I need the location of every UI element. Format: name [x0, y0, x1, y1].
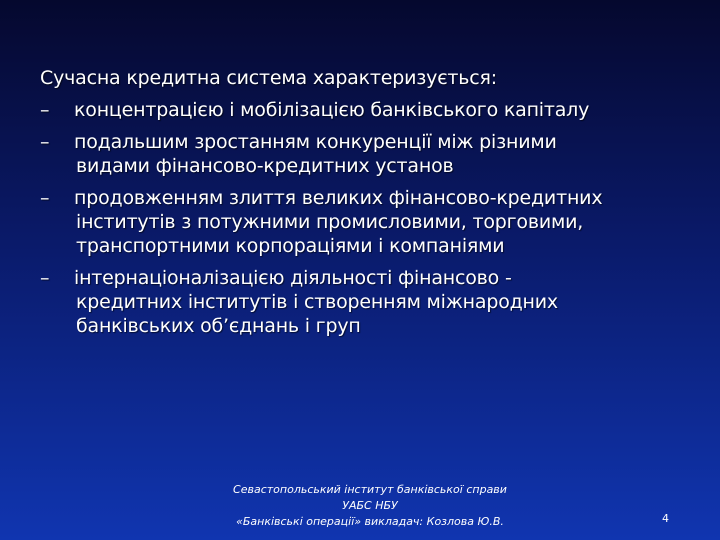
slide-footer — [190, 482, 550, 530]
intro-text: Сучасна кредитна система характеризується: — [40, 67, 497, 89]
bullet-line: інтернаціоналізацією діяльності фінансово - — [74, 267, 512, 289]
bullet-line: інститутів з потужними промисловими, торговими, — [76, 211, 584, 233]
bullet-item — [40, 186, 680, 258]
page-number: 4 — [662, 512, 669, 525]
bullet-text — [74, 130, 680, 178]
bullet-text — [74, 266, 680, 338]
footer-course-lecturer: «Банківські операції» викладач: Козлова Ю.В. — [236, 515, 504, 528]
bullet-line: видами фінансово-кредитних установ — [76, 155, 454, 177]
footer-organization: УАБС НБУ — [342, 499, 398, 512]
bullet-line: транспортними корпораціями і компаніями — [76, 235, 505, 257]
bullet-line: подальшим зростанням конкуренції між різними — [74, 131, 557, 153]
bullet-text — [74, 98, 680, 122]
bullet-line: концентрацією і мобілізацією банківського капіталу — [74, 99, 590, 121]
bullet-dash: – — [40, 99, 50, 121]
bullet-item — [40, 98, 680, 122]
bullet-item — [40, 266, 680, 338]
bullet-line: продовженням злиття великих фінансово-кредитних — [74, 187, 603, 209]
bullet-line: банківських об’єднань і груп — [76, 315, 361, 337]
bullet-line: кредитних інститутів і створенням міжнародних — [76, 291, 558, 313]
bullet-dash: – — [40, 187, 50, 209]
footer-institute: Севастопольський інститут банківської справи — [233, 483, 507, 496]
bullet-item — [40, 130, 680, 178]
bullet-dash: – — [40, 131, 50, 153]
bullet-dash: – — [40, 267, 50, 289]
bullet-text — [74, 186, 680, 258]
slide-content — [40, 66, 680, 346]
